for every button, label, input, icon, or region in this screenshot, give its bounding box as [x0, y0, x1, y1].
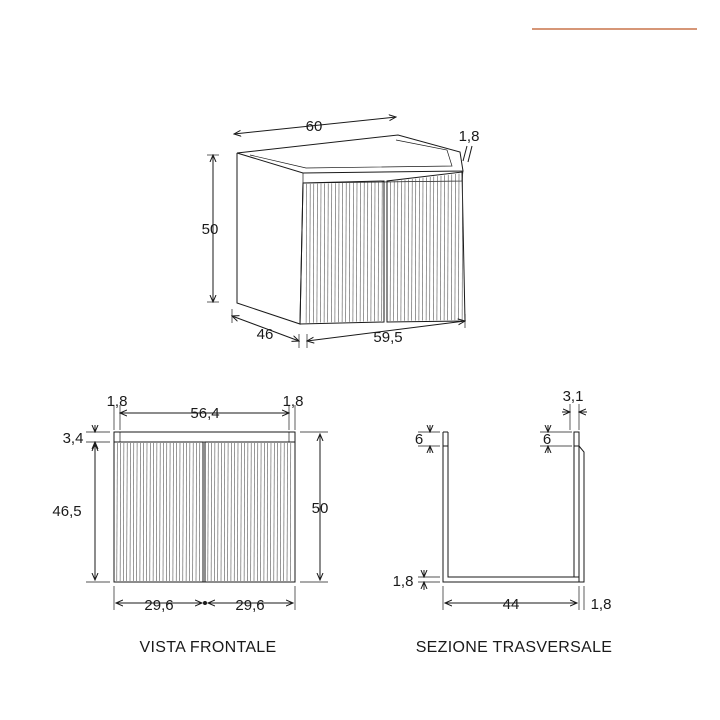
- door-flute-line: [244, 443, 245, 581]
- front-side-right-label: 1,8: [282, 393, 304, 410]
- door-flute-line: [221, 443, 222, 581]
- door-flute-line: [310, 184, 311, 323]
- door-flute-line: [317, 184, 318, 323]
- section-view-caption: SEZIONE TRASVERSALE: [415, 639, 613, 656]
- section-view: [393, 388, 613, 656]
- door-flute-line: [133, 443, 134, 581]
- door-flute-line: [234, 443, 235, 581]
- door-flute-line: [173, 443, 174, 581]
- door-flute-line: [257, 443, 258, 581]
- door-flute-line: [448, 175, 449, 320]
- door-flute-line: [241, 443, 242, 581]
- door-flute-line: [357, 183, 358, 322]
- front-door-height-label: 46,5: [52, 503, 82, 520]
- door-flute-line: [367, 182, 368, 321]
- perspective-front-width-label: 59,5: [373, 329, 403, 346]
- door-flute-line: [231, 443, 232, 581]
- door-flute-line: [401, 180, 402, 320]
- door-flute-line: [150, 443, 151, 581]
- door-flute-line: [123, 443, 124, 581]
- door-flute-line: [375, 182, 376, 321]
- door-flute-line: [147, 443, 148, 581]
- front-door-right: [205, 442, 295, 582]
- front-door-flutes-right: [208, 443, 291, 581]
- door-flute-line: [271, 443, 272, 581]
- door-flute-line: [353, 183, 354, 322]
- door-flute-line: [176, 443, 177, 581]
- door-flute-line: [441, 176, 442, 321]
- door-flute-line: [335, 183, 336, 322]
- door-flute-line: [214, 443, 215, 581]
- section-back-thickness-label: 1,8: [590, 596, 612, 613]
- perspective-view: [202, 117, 480, 348]
- door-flute-line: [211, 443, 212, 581]
- door-flute-line: [153, 443, 154, 581]
- door-flute-line: [228, 443, 229, 581]
- door-flute-line: [364, 182, 365, 321]
- door-flute-line: [331, 183, 332, 322]
- door-flute-line: [426, 177, 427, 320]
- door-flute-line: [247, 443, 248, 581]
- door-flute-line: [346, 183, 347, 322]
- front-top-gap-label: 3,4: [62, 430, 84, 447]
- door-flute-line: [238, 443, 239, 581]
- door-flute-line: [274, 443, 275, 581]
- door-flute-line: [339, 183, 340, 322]
- door-flute-line: [224, 443, 225, 581]
- door-flute-line: [137, 443, 138, 581]
- door-flute-line: [412, 179, 413, 321]
- perspective-doors: [300, 172, 465, 324]
- door-flute-line: [180, 443, 181, 581]
- door-flute-line: [451, 174, 452, 320]
- section-back-panel-label: 3,1: [562, 388, 584, 405]
- door-flute-line: [408, 179, 409, 320]
- door-flute-line: [160, 443, 161, 581]
- door-flute-line: [199, 443, 200, 581]
- section-bottom-thickness-label: 1,8: [392, 573, 414, 590]
- door-flute-line: [254, 443, 255, 581]
- door-flute-line: [287, 443, 288, 581]
- door-flute-line: [280, 443, 281, 581]
- door-flute-line: [423, 178, 424, 321]
- perspective-depth-label: 46: [256, 326, 274, 343]
- door-flute-line: [342, 183, 343, 322]
- door-flute-line: [170, 443, 171, 581]
- door-flute-line: [186, 443, 187, 581]
- door-flute-line: [183, 443, 184, 581]
- front-door-flutes-left: [117, 443, 200, 581]
- front-door-left-label: 29,6: [144, 597, 174, 614]
- front-inner-width-label: 56,4: [190, 405, 220, 422]
- door-flute-line: [397, 181, 398, 321]
- door-flute-line: [261, 443, 262, 581]
- door-flute-line: [189, 443, 190, 581]
- door-flute-line: [455, 174, 456, 320]
- perspective-height-label: 50: [201, 221, 219, 238]
- door-flute-line: [459, 174, 460, 320]
- door-flute-line: [349, 183, 350, 322]
- door-flute-line: [382, 182, 383, 321]
- door-flute-line: [163, 443, 164, 581]
- door-flute-line: [306, 184, 307, 323]
- door-flute-line: [208, 443, 209, 581]
- perspective-width-label: 60: [305, 118, 323, 135]
- perspective-thickness-label: 1,8: [458, 128, 480, 145]
- door-flute-line: [433, 177, 434, 321]
- door-flute-line: [264, 443, 265, 581]
- door-flute-line: [360, 183, 361, 322]
- door-flute-line: [321, 184, 322, 323]
- door-flute-line: [290, 443, 291, 581]
- door-flute-line: [394, 181, 395, 321]
- section-top-left-notch-label: 6: [414, 431, 424, 448]
- door-flute-line: [313, 184, 314, 323]
- door-flute-line: [156, 443, 157, 581]
- door-flute-line: [120, 443, 121, 581]
- door-flute-line: [284, 443, 285, 581]
- door-flute-line: [437, 176, 438, 320]
- front-total-height-label: 50: [311, 500, 329, 517]
- door-flute-line: [193, 443, 194, 581]
- door-flute-line: [218, 443, 219, 581]
- door-flute-line: [419, 178, 420, 320]
- door-flute-line: [324, 183, 325, 322]
- door-flute-line: [405, 180, 406, 321]
- door-flute-line: [444, 175, 445, 320]
- door-flute-line: [251, 443, 252, 581]
- front-view-caption: VISTA FRONTALE: [139, 639, 277, 656]
- door-flutes-left: [306, 182, 382, 323]
- door-flute-line: [378, 182, 379, 321]
- door-flute-line: [390, 182, 391, 321]
- door-flute-line: [127, 443, 128, 581]
- door-flute-line: [277, 443, 278, 581]
- door-flute-line: [117, 443, 118, 581]
- door-flute-line: [430, 177, 431, 320]
- front-side-left-label: 1,8: [106, 393, 128, 410]
- door-flute-line: [140, 443, 141, 581]
- door-flute-line: [130, 443, 131, 581]
- front-door-right-label: 29,6: [235, 597, 265, 614]
- door-flute-line: [415, 179, 416, 321]
- door-flute-line: [166, 443, 167, 581]
- door-flute-line: [371, 182, 372, 321]
- door-flute-line: [196, 443, 197, 581]
- door-flute-line: [143, 443, 144, 581]
- door-flutes-right: [390, 173, 463, 321]
- door-flute-line: [267, 443, 268, 581]
- section-top-right-notch-label: 6: [542, 431, 552, 448]
- door-flute-line: [328, 183, 329, 322]
- front-view: [52, 393, 328, 656]
- section-depth-label: 44: [502, 596, 520, 613]
